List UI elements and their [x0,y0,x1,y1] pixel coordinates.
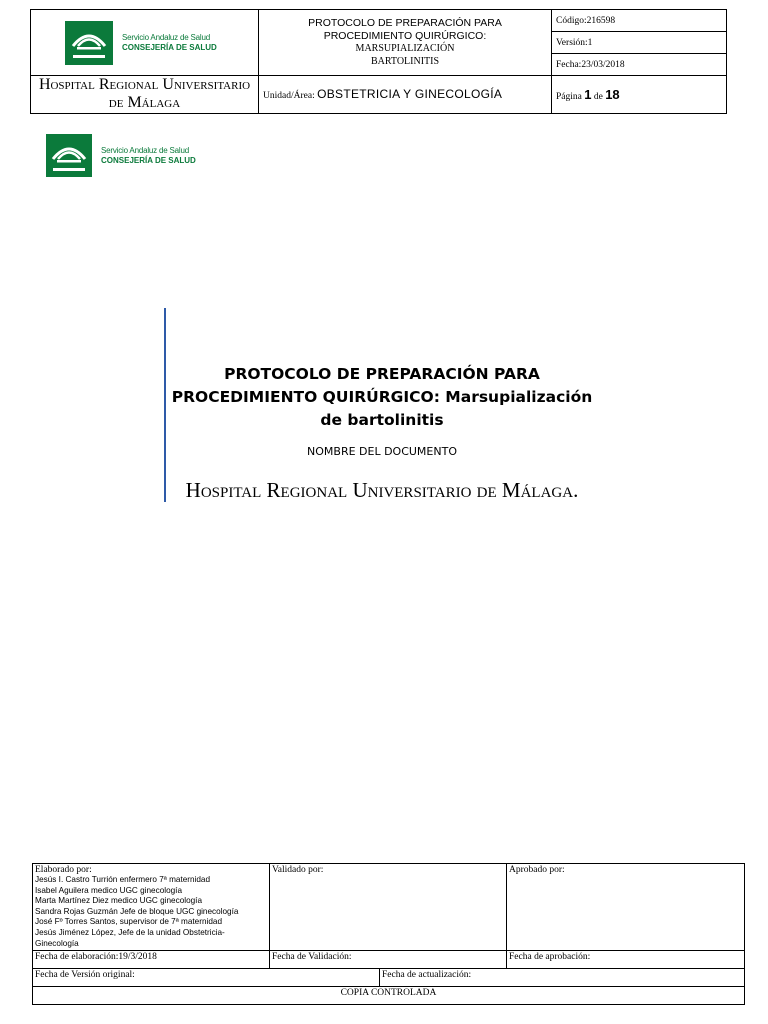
elaborado-label: Elaborado por: [35,865,92,875]
staff-item: Marta Martínez Diez medico UGC ginecología [35,896,203,906]
approval-footer-table [32,863,745,1005]
header-codigo: Código:216598 [552,10,727,32]
validado-cell: Validado por: [270,864,507,951]
cover-doc-label: NOMBRE DEL DOCUMENTO [307,445,457,458]
staff-item: Jesús I. Castro Turrión enfermero 7ª maternidad [35,875,211,884]
unit-label: Unidad/Área: [263,91,315,102]
fecha-aprobacion: Fecha de aprobación: [507,951,745,969]
aprobado-cell: Aprobado por: [507,864,745,951]
staff-item: José Fº Torres Santos, supervisor de 7ª maternidad [35,917,222,927]
staff-item: Isabel Aguilera medico UGC ginecología [35,885,183,895]
page-total: 18 [605,86,620,102]
copia-controlada: COPIA CONTROLADA [33,987,745,1005]
brand-line1: Servicio Andaluz de Salud [101,146,189,156]
document-header-table [30,9,727,114]
staff-item: Ginecología [35,938,79,948]
brand-line2: CONSEJERÍA DE SALUD [122,42,217,52]
fecha-elaboracion: Fecha de elaboración:19/3/2018 [33,951,270,969]
unit-value: OBSTETRICIA Y GINECOLOGÍA [317,87,503,102]
page-of: de [593,91,603,102]
header-title-line3: BARTOLINITIS [370,55,440,67]
page-label: Página [556,91,582,102]
cover-hospital: Hospital Regional Universitario de Málaga. [185,478,579,502]
staff-item: Jesús Jiménez López, Jefe de la unidad Obstetricia- [35,927,225,937]
fecha-version-original: Fecha de Versión original: [33,969,380,987]
header-fecha: Fecha:23/03/2018 [552,54,727,76]
cover-title: PROTOCOLO DE PREPARACIÓN PARA PROCEDIMIENTO QUIRÚRGICO: Marsupialización de bartolinitis [171,365,593,429]
fecha-validacion: Fecha de Validación: [270,951,507,969]
junta-andalucia-emblem-icon [65,21,113,65]
header-page-counter [552,76,727,114]
staff-item: Sandra Rojas Guzmán Jefe de bloque UGC ginecología [35,906,239,916]
header-title-line1: PROTOCOLO DE PREPARACIÓN PARA PROCEDIMIENTO QUIRÚRGICO: [308,16,502,42]
brand-line2: CONSEJERÍA DE SALUD [101,155,196,165]
brand-line1: Servicio Andaluz de Salud [122,33,210,43]
staff-list [35,875,267,949]
header-unit [259,76,552,114]
fecha-actualizacion: Fecha de actualización: [380,969,745,987]
elaborado-cell [33,864,270,951]
header-title-cell [259,10,552,76]
sas-logo [65,21,254,65]
junta-andalucia-emblem-icon [46,134,92,177]
header-title-line2: MARSUPIALIZACIÓN [355,43,455,55]
header-hospital: Hospital Regional Universitario de Málaga [31,76,259,114]
sas-logo-secondary [46,134,196,177]
header-logo-cell [31,10,259,76]
page-current: 1 [584,86,592,102]
header-version: Versión:1 [552,32,727,54]
